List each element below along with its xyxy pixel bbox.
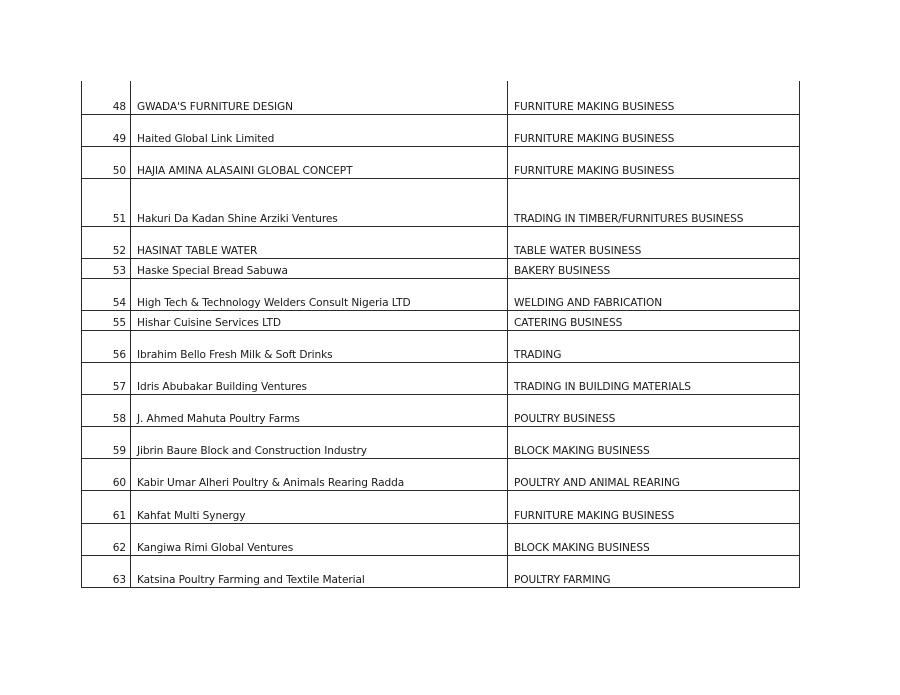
business-name: GWADA'S FURNITURE DESIGN bbox=[131, 81, 508, 114]
row-number: 61 bbox=[82, 490, 131, 523]
business-type: BAKERY BUSINESS bbox=[508, 258, 800, 278]
table-row bbox=[82, 114, 800, 146]
table-row bbox=[82, 226, 800, 258]
business-type: FURNITURE MAKING BUSINESS bbox=[508, 114, 800, 146]
business-name: J. Ahmed Mahuta Poultry Farms bbox=[131, 394, 508, 426]
business-type: POULTRY AND ANIMAL REARING bbox=[508, 458, 800, 490]
business-name: HAJIA AMINA ALASAINI GLOBAL CONCEPT bbox=[131, 146, 508, 178]
table-row bbox=[82, 278, 800, 310]
business-name: Haske Special Bread Sabuwa bbox=[131, 258, 508, 278]
business-name: Idris Abubakar Building Ventures bbox=[131, 362, 508, 394]
business-type: TABLE WATER BUSINESS bbox=[508, 226, 800, 258]
row-number: 62 bbox=[82, 523, 131, 555]
table-row bbox=[82, 555, 800, 587]
business-type: FURNITURE MAKING BUSINESS bbox=[508, 81, 800, 114]
table-row bbox=[82, 458, 800, 490]
table-row bbox=[82, 310, 800, 330]
business-register-table bbox=[81, 81, 800, 588]
business-type: BLOCK MAKING BUSINESS bbox=[508, 426, 800, 458]
business-type: TRADING IN BUILDING MATERIALS bbox=[508, 362, 800, 394]
row-number: 60 bbox=[82, 458, 131, 490]
business-name: Katsina Poultry Farming and Textile Material bbox=[131, 555, 508, 587]
business-name: Jibrin Baure Block and Construction Industry bbox=[131, 426, 508, 458]
business-name: Hishar Cuisine Services LTD bbox=[131, 310, 508, 330]
row-number: 59 bbox=[82, 426, 131, 458]
row-number: 58 bbox=[82, 394, 131, 426]
row-number: 53 bbox=[82, 258, 131, 278]
business-name: Kangiwa Rimi Global Ventures bbox=[131, 523, 508, 555]
table-row bbox=[82, 523, 800, 555]
business-type: POULTRY FARMING bbox=[508, 555, 800, 587]
business-type: WELDING AND FABRICATION bbox=[508, 278, 800, 310]
table-row bbox=[82, 362, 800, 394]
table-row bbox=[82, 258, 800, 278]
table-row bbox=[82, 490, 800, 523]
row-number: 49 bbox=[82, 114, 131, 146]
business-name: HASINAT TABLE WATER bbox=[131, 226, 508, 258]
row-number: 55 bbox=[82, 310, 131, 330]
business-name: Ibrahim Bello Fresh Milk & Soft Drinks bbox=[131, 330, 508, 362]
table-row bbox=[82, 394, 800, 426]
business-type: TRADING bbox=[508, 330, 800, 362]
business-type: FURNITURE MAKING BUSINESS bbox=[508, 490, 800, 523]
business-name: Hakuri Da Kadan Shine Arziki Ventures bbox=[131, 178, 508, 226]
row-number: 51 bbox=[82, 178, 131, 226]
business-type: CATERING BUSINESS bbox=[508, 310, 800, 330]
business-name: Haited Global Link Limited bbox=[131, 114, 508, 146]
business-name: Kabir Umar Alheri Poultry & Animals Rearing Radda bbox=[131, 458, 508, 490]
business-type: FURNITURE MAKING BUSINESS bbox=[508, 146, 800, 178]
business-type: BLOCK MAKING BUSINESS bbox=[508, 523, 800, 555]
table-row bbox=[82, 426, 800, 458]
business-name: High Tech & Technology Welders Consult Nigeria LTD bbox=[131, 278, 508, 310]
table-row bbox=[82, 330, 800, 362]
row-number: 48 bbox=[82, 81, 131, 114]
row-number: 52 bbox=[82, 226, 131, 258]
table-row bbox=[82, 81, 800, 114]
table-row bbox=[82, 146, 800, 178]
business-name: Kahfat Multi Synergy bbox=[131, 490, 508, 523]
row-number: 56 bbox=[82, 330, 131, 362]
row-number: 57 bbox=[82, 362, 131, 394]
row-number: 63 bbox=[82, 555, 131, 587]
table-row bbox=[82, 178, 800, 226]
row-number: 54 bbox=[82, 278, 131, 310]
business-type: POULTRY BUSINESS bbox=[508, 394, 800, 426]
row-number: 50 bbox=[82, 146, 131, 178]
business-type: TRADING IN TIMBER/FURNITURES BUSINESS bbox=[508, 178, 800, 226]
